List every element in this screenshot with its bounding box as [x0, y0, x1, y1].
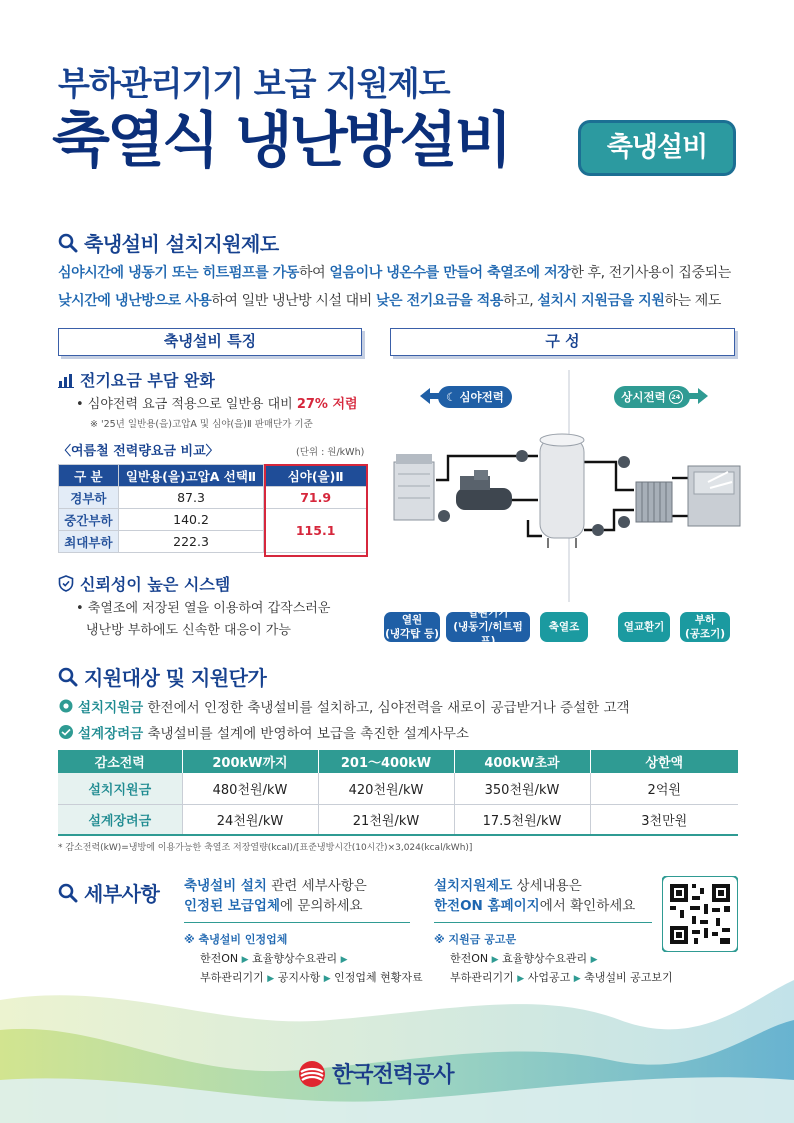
details-left-line2: 인정된 보급업체에 문의하세요: [184, 898, 363, 914]
part-label-heat-source: 열원 (냉각탑 등): [385, 614, 439, 640]
arrow-icon: ▶: [340, 955, 348, 965]
gear-icon: [58, 698, 74, 714]
compare-title: 〈여름철 전력량요금 비교〉: [58, 444, 219, 459]
storage-tank-image: [540, 438, 584, 538]
arrow-icon: ▶: [323, 974, 331, 984]
decorative-waves: [0, 960, 794, 1123]
intro-heading: 축냉설비 설치지원제도: [58, 228, 279, 257]
magnifier-icon: [58, 667, 78, 687]
moon-icon: ☾: [446, 390, 457, 404]
title-badge: 축냉설비: [578, 120, 736, 176]
pump-icon: [618, 456, 630, 468]
support-table-header: 감소전력 200kW까지 201～400kW 400kW초과 상한액: [58, 750, 738, 773]
arrow-icon: ▶: [573, 974, 581, 984]
compare-unit: (단위 : 원/kWh): [296, 447, 365, 458]
arrow-icon: ▶: [241, 955, 249, 965]
shield-check-icon: [58, 575, 74, 592]
arrow-icon: ▶: [517, 974, 525, 984]
night-power-label: ☾ 심야전력: [438, 386, 512, 408]
handshake-icon: [58, 724, 74, 740]
magnifier-icon: [58, 883, 78, 903]
details-right-line2: 한전ON 홈페이지에서 확인하세요: [434, 898, 636, 914]
qr-code-image[interactable]: [662, 876, 738, 952]
pump-icon: [438, 510, 450, 522]
details-right-path1: 한전ON ▶ 효율향상수요관리 ▶: [450, 952, 598, 965]
pump-icon: [618, 516, 630, 528]
bar-chart-icon: [58, 372, 74, 388]
feature-2-line1: • 축열조에 저장된 열을 이용하여 갑작스러운: [76, 601, 331, 616]
support-target-2: 설계장려금 축냉설비를 설계에 반영하여 보급을 촉진한 설계사무소: [58, 722, 469, 742]
rate-table: [58, 464, 368, 553]
feature-2-line2: 냉난방 부하에도 신속한 대응이 가능: [86, 623, 291, 638]
part-label-chiller: 열원기기 (냉동기/히트펌프): [446, 612, 530, 642]
pump-icon: [592, 524, 604, 536]
table-row: 설치지원금 480천원/kW 420천원/kW 350천원/kW 2억원: [58, 773, 738, 804]
details-right-note: ※ 지원금 공고문: [434, 933, 517, 946]
support-table: [58, 750, 738, 836]
feature-1-note: ※ '25년 일반용(을)고압A 및 심야(을)Ⅱ 판매단가 기준: [90, 419, 313, 430]
arrow-icon: ▶: [590, 955, 598, 965]
composition-box-title: 구 성: [390, 328, 735, 356]
intro-paragraph: 심야시간에 냉동기 또는 히트펌프를 가동하여 얼음이나 냉온수를 만들어 축열조에 저장한 후, 전기사용이 집중되는 낮시간에 냉난방으로 사용하여 일반 냉난방 시설 대비 낮은 전기요금을 적용하고, 설치시 지원금을 지원하는 제도: [58, 265, 731, 309]
support-heading: 지원대상 및 지원단가: [58, 662, 266, 691]
details-left-note: ※ 축냉설비 인정업체: [184, 933, 288, 946]
magnifier-icon: [58, 233, 78, 253]
feature-1-title: 전기요금 부담 완화: [58, 368, 215, 391]
table-row: 설계장려금 24천원/kW 21천원/kW 17.5천원/kW 3천만원: [58, 804, 738, 835]
details-right-path2: 부하관리기기 ▶ 사업공고 ▶ 축냉설비 공고보기: [450, 971, 673, 984]
rate-table-header: 구 분 일반용(을)고압A 선택Ⅱ 심야(을)Ⅱ: [59, 465, 368, 487]
part-label-tank: 축열조: [540, 612, 588, 642]
right-arrow-icon: [688, 388, 708, 404]
details-left-line1: 축냉설비 설치 관련 세부사항은: [184, 878, 367, 894]
page-title: 축열식 냉난방설비: [52, 106, 510, 176]
details-left-path1: 한전ON ▶ 효율향상수요관리 ▶: [200, 952, 348, 965]
table-row: 중간부하 140.2 115.1: [59, 509, 368, 531]
details-right-divider: [434, 922, 652, 923]
support-target-1: 설치지원금 한전에서 인정한 축냉설비를 설치하고, 심야전력을 새로이 공급받거나 증설한 고객: [58, 696, 630, 716]
details-left-divider: [184, 922, 410, 923]
details-right-line1: 설치지원제도 상세내용은: [434, 878, 582, 894]
table-row: 경부하 87.3 71.9: [59, 487, 368, 509]
table-row: 최대부하 222.3: [59, 531, 368, 553]
pump-icon: [516, 450, 528, 462]
details-heading: 세부사항: [58, 878, 159, 907]
clock-24-icon: 24: [669, 390, 683, 404]
page-subtitle: 부하관리기기 보급 지원제도: [58, 64, 450, 103]
feature-2-title: 신뢰성이 높은 시스템: [58, 572, 230, 595]
cooling-tower-image: [394, 462, 434, 520]
feature-1-text: • 심야전력 요금 적용으로 일반용 대비 27% 저렴: [76, 397, 358, 412]
features-box-title: 축냉설비 특징: [58, 328, 362, 356]
left-arrow-icon: [420, 388, 440, 404]
part-label-heat-exchanger: 열교환기: [618, 612, 670, 642]
kepco-logo: 한국전력공사: [298, 1058, 454, 1089]
part-label-load: 부하 (공조기): [680, 612, 730, 642]
support-footnote: * 감소전력(kW)=냉방에 이용가능한 축열조 저장열량(kcal)/[표준냉방시간(10시간)×3,024(kcal/kWh)]: [58, 843, 473, 853]
day-power-label: 상시전력 24: [614, 386, 690, 408]
arrow-icon: ▶: [491, 955, 499, 965]
arrow-icon: ▶: [267, 974, 275, 984]
chiller-image: [456, 488, 512, 510]
kepco-logo-icon: [298, 1060, 326, 1088]
details-left-path2: 부하관리기기 ▶ 공지사항 ▶ 인정업체 현황자료: [200, 971, 423, 984]
